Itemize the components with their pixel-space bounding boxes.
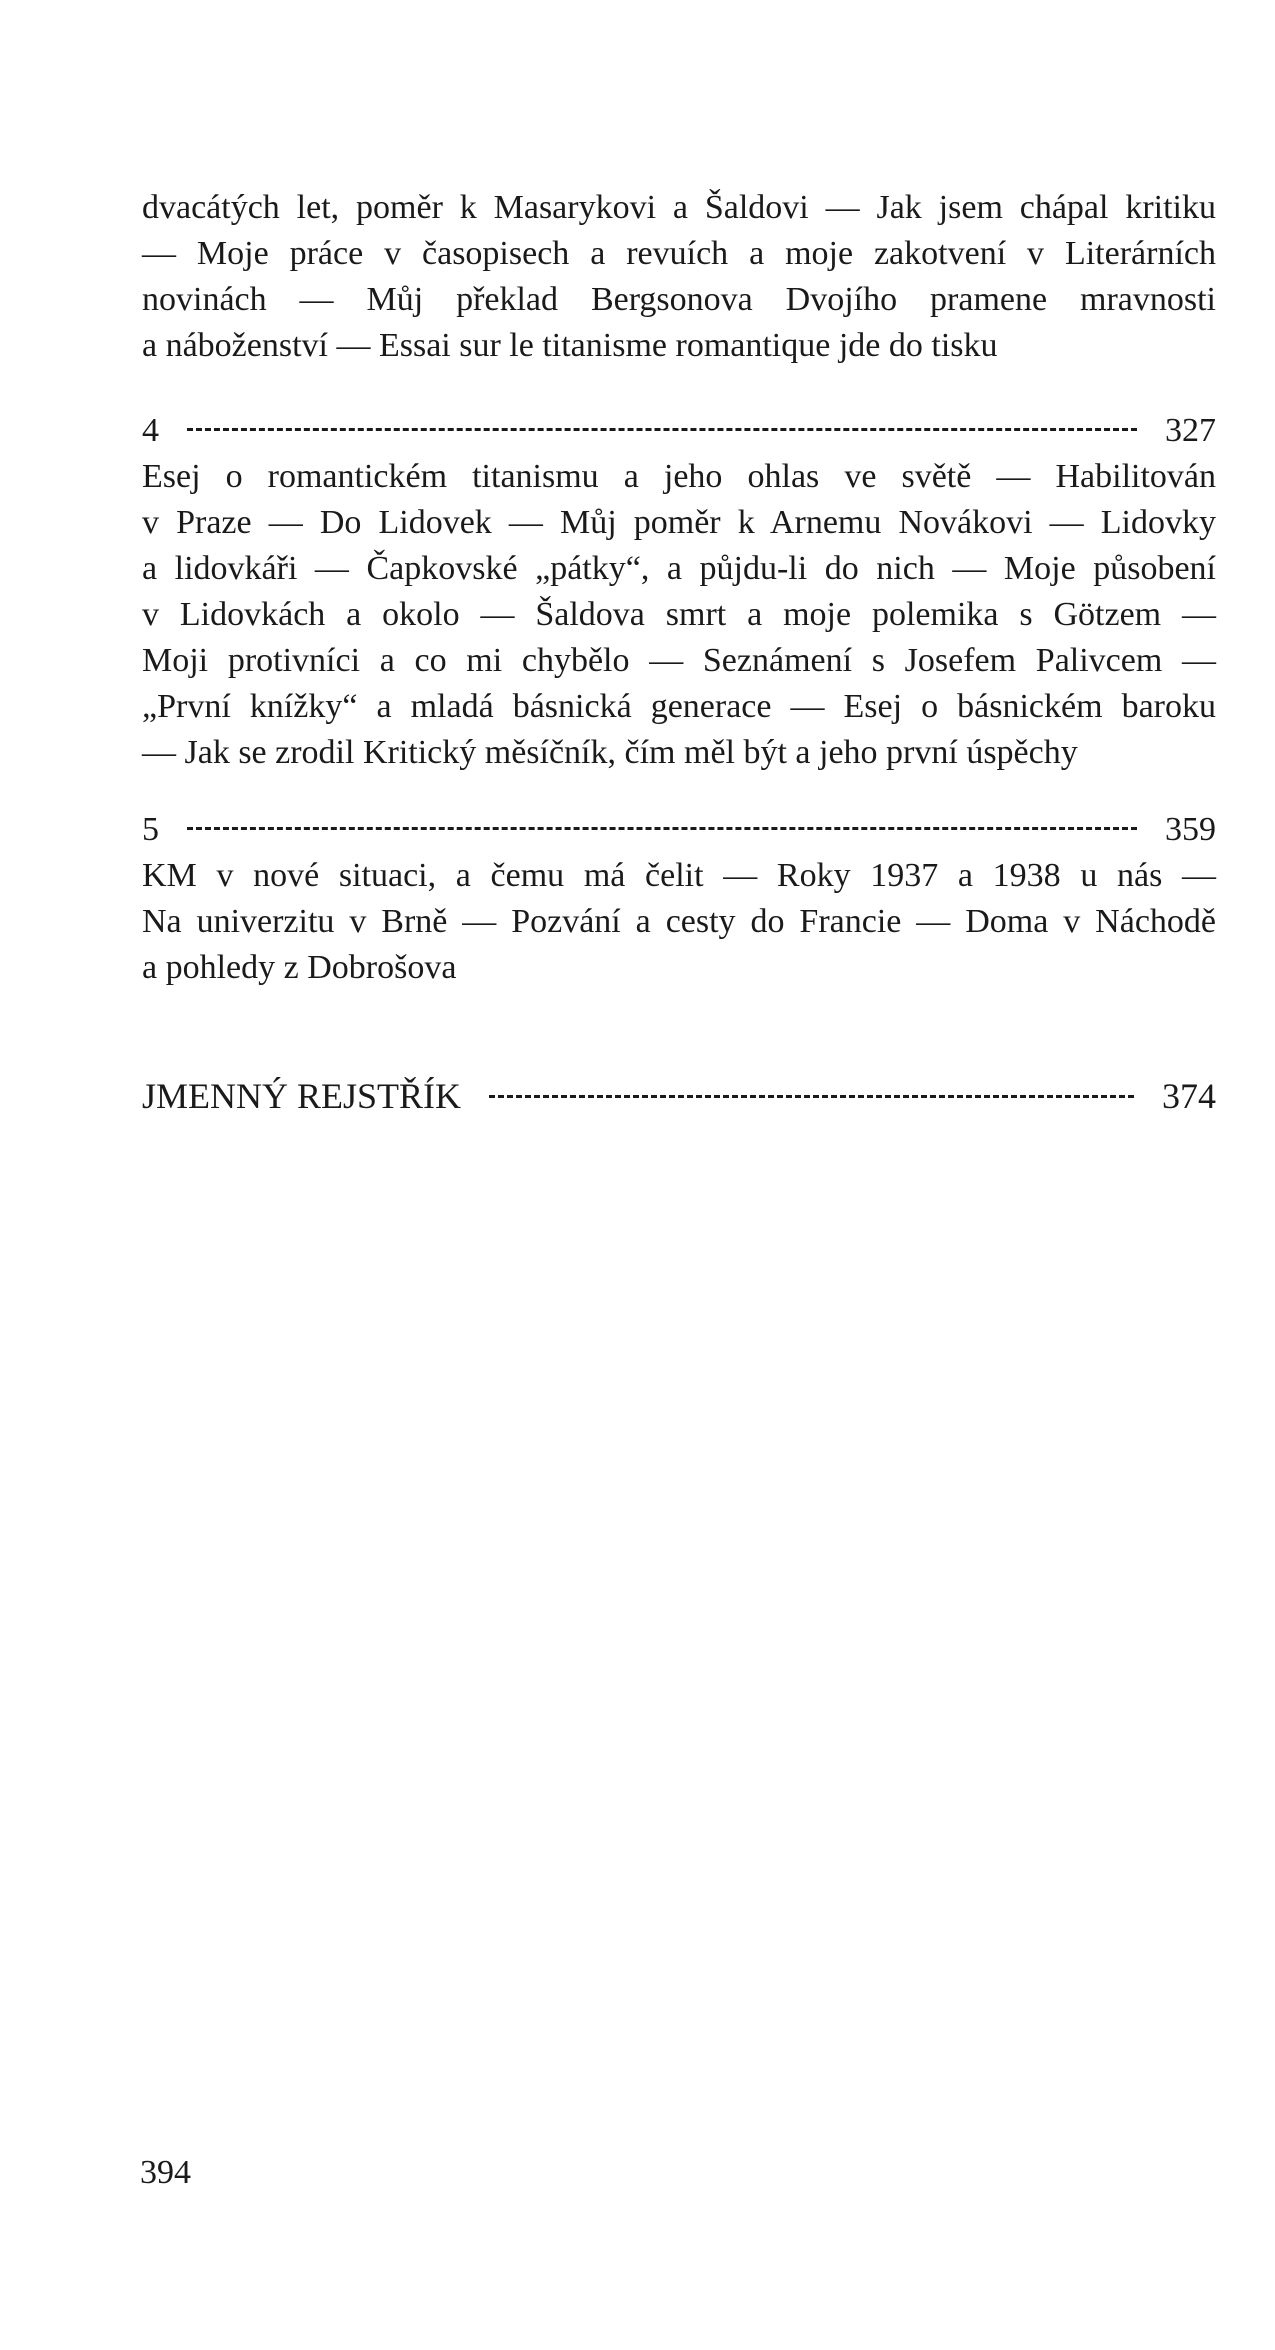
text-line: a lidovkáři — Čapkovské „pátky“, a půjdu-li do nich — Moje působení — [142, 550, 1216, 587]
chapter-5-summary — [142, 853, 1216, 991]
page-number: 394 — [140, 2154, 191, 2191]
index-title: JMENNÝ REJSTŘÍK — [142, 1076, 462, 1116]
continued-entry-text — [142, 185, 1216, 369]
chapter-number: 4 — [142, 412, 159, 449]
text-line: — Moje práce v časopisech a revuích a moje zakotvení v Literárních — [142, 235, 1216, 272]
text-line: Esej o romantickém titanismu a jeho ohlas ve světě — Habilitován — [142, 458, 1216, 495]
chapter-number: 5 — [142, 811, 159, 848]
text-line: v Praze — Do Lidovek — Můj poměr k Arnemu Novákovi — Lidovky — [142, 504, 1216, 541]
chapter-page: 359 — [1165, 811, 1216, 848]
text-line: dvacátých let, poměr k Masarykovi a Šaldovi — Jak jsem chápal kritiku — [142, 189, 1216, 226]
text-line: KM v nové situaci, a čemu má čelit — Roky 1937 a 1938 u nás — — [142, 857, 1216, 894]
chapter-4-summary — [142, 454, 1216, 776]
text-line: v Lidovkách a okolo — Šaldova smrt a moje polemika s Götzem — — [142, 596, 1216, 633]
text-line: „První knížky“ a mladá básnická generace — Esej o básnickém baroku — [142, 688, 1216, 725]
text-line: a náboženství — Essai sur le titanisme romantique jde do tisku — [142, 327, 998, 364]
dash-leader — [489, 1095, 1134, 1098]
toc-entry-4[interactable] — [142, 408, 1216, 454]
text-line: Na univerzitu v Brně — Pozvání a cesty do Francie — Doma v Náchodě — [142, 903, 1216, 940]
text-line: — Jak se zrodil Kritický měsíčník, čím měl být a jeho první úspěchy — [142, 734, 1078, 771]
dash-leader — [187, 827, 1137, 830]
text-line: Moji protivníci a co mi chybělo — Seznámení s Josefem Palivcem — — [142, 642, 1216, 679]
text-line: a pohledy z Dobrošova — [142, 949, 457, 986]
chapter-page: 327 — [1165, 412, 1216, 449]
toc-entry-index[interactable] — [142, 1073, 1216, 1119]
dash-leader — [187, 428, 1137, 431]
text-line: novinách — Můj překlad Bergsonova Dvojího pramene mravnosti — [142, 281, 1216, 318]
toc-entry-5[interactable] — [142, 807, 1216, 853]
index-page: 374 — [1162, 1076, 1216, 1116]
